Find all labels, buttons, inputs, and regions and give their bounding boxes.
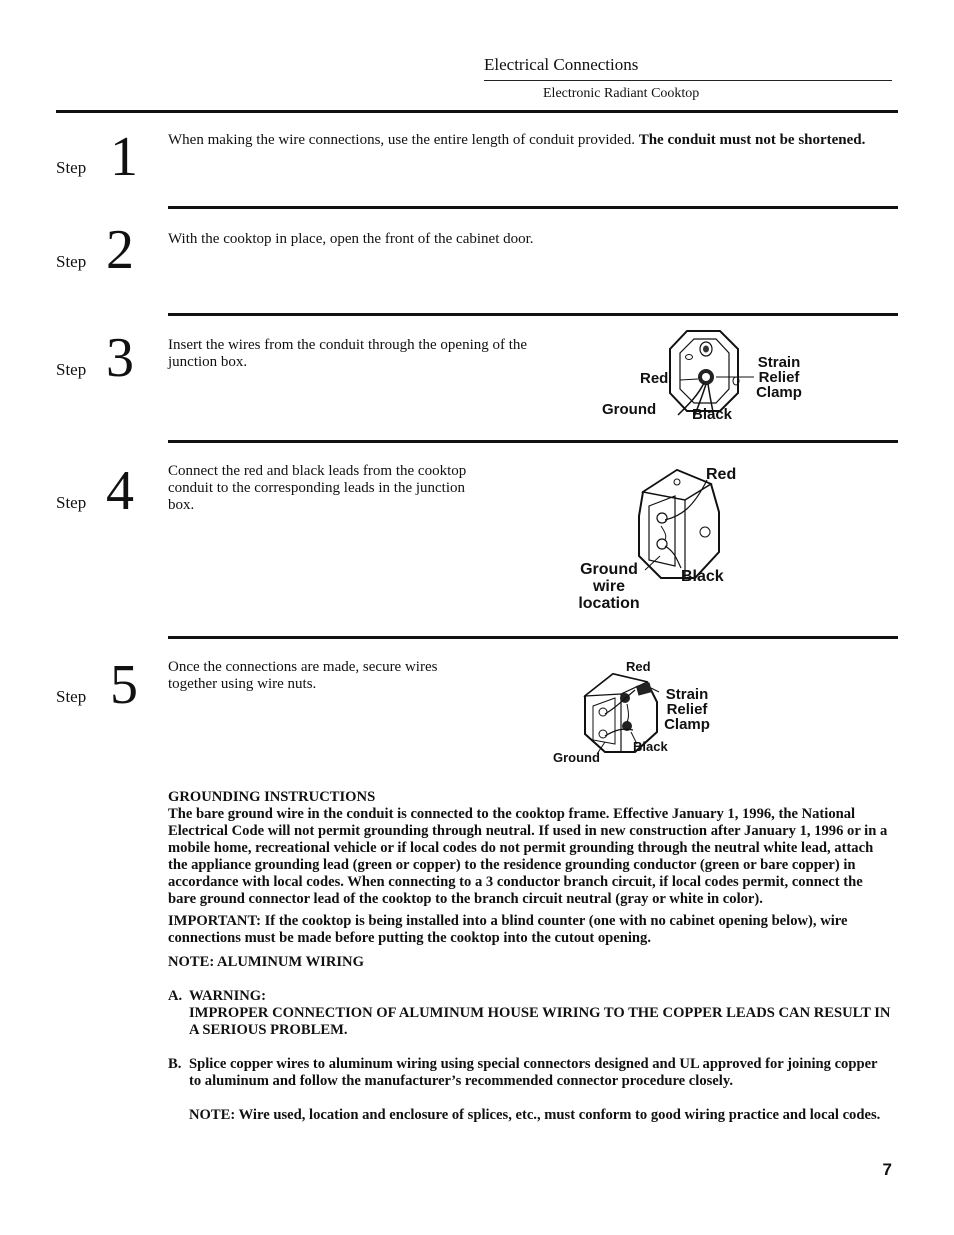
- step-number: 3: [106, 327, 134, 389]
- separator: [168, 206, 898, 209]
- separator: [168, 313, 898, 316]
- step-4-text: Connect the red and black leads from the cooktop conduit to the corresponding leads in the junction box.: [168, 463, 467, 513]
- step-1-text: When making the wire connections, use the entire length of conduit provided. The conduit must not be shortened.: [168, 132, 866, 148]
- section-title: Electrical Connections: [484, 55, 639, 74]
- page-number: 7: [882, 1160, 892, 1179]
- item-a: A. WARNING: IMPROPER CONNECTION OF ALUMINUM HOUSE WIRING TO THE COPPER LEADS CAN RESULT IN A SERIOUS PROBLEM.: [168, 988, 891, 1038]
- aluminum-wiring-note: NOTE: ALUMINUM WIRING: [168, 954, 364, 970]
- step-number: 4: [106, 460, 134, 522]
- label-red: Red: [706, 466, 737, 483]
- step-number: 5: [110, 654, 138, 716]
- grounding-heading: GROUNDING INSTRUCTIONS: [168, 789, 376, 805]
- label-black: Black: [633, 739, 668, 754]
- label-red: Red: [640, 370, 669, 387]
- grounding-body: The bare ground wire in the conduit is connected to the cooktop frame. Effective January 1, 1996, the National Electrical Code will not permit grounding through neutral. If used in new construction after January 1, 1996 or in a mobile home, recreational vehicle or if local codes do not permit grounding through the neutral white lead, attach the appliance grounding lead (green or copper) to the residence grounding conductor (green or bare copper) in accordance with local codes. When connecting to a 3 conductor branch circuit, if local codes permit, connect the bare ground connector lead of the cooktop to the branch circuit neutral (gray or white in color).: [168, 806, 888, 907]
- label-red: Red: [626, 659, 651, 674]
- step-label: Step: [56, 493, 87, 512]
- important-note: IMPORTANT: If the cooktop is being installed into a blind counter (one with no cabinet opening below), wire connections must be made before putting the cooktop into the cutout opening.: [168, 913, 848, 946]
- step-number: 1: [110, 126, 138, 188]
- label-black: Black: [692, 406, 733, 423]
- product-name: Electronic Radiant Cooktop: [543, 86, 700, 101]
- label-ground: Ground: [553, 750, 600, 765]
- grounding-instructions: [168, 789, 893, 1124]
- step-label: Step: [56, 687, 87, 706]
- step-label: Step: [56, 158, 87, 177]
- step-5-text: Once the connections are made, secure wires together using wire nuts.: [168, 659, 438, 692]
- step-label: Step: [56, 252, 87, 271]
- label-ground-wire-location: Ground wire location: [578, 561, 640, 612]
- separator: [168, 440, 898, 443]
- step-label: Step: [56, 360, 87, 379]
- label-ground: Ground: [602, 401, 657, 418]
- top-rule: [56, 110, 898, 113]
- item-b: B. Splice copper wires to aluminum wiring using special connectors designed and UL approved for joining copper to aluminum and follow the manufacturer’s recommended connector procedure closely. NOTE: Wire used, location and enclosure of splices, etc., must conform to good wiring practice and local codes.: [168, 1056, 881, 1123]
- label-strain-relief-clamp: Strain Relief Clamp: [664, 686, 710, 733]
- step-3-text: Insert the wires from the conduit through the opening of the junction box.: [168, 337, 528, 370]
- label-black: Black: [681, 568, 724, 585]
- step-number: 2: [106, 219, 134, 281]
- header-rule: [484, 80, 892, 81]
- label-strain-relief-clamp: Strain Relief Clamp: [756, 354, 802, 401]
- step-2-text: With the cooktop in place, open the front of the cabinet door.: [168, 231, 534, 247]
- separator: [168, 636, 898, 639]
